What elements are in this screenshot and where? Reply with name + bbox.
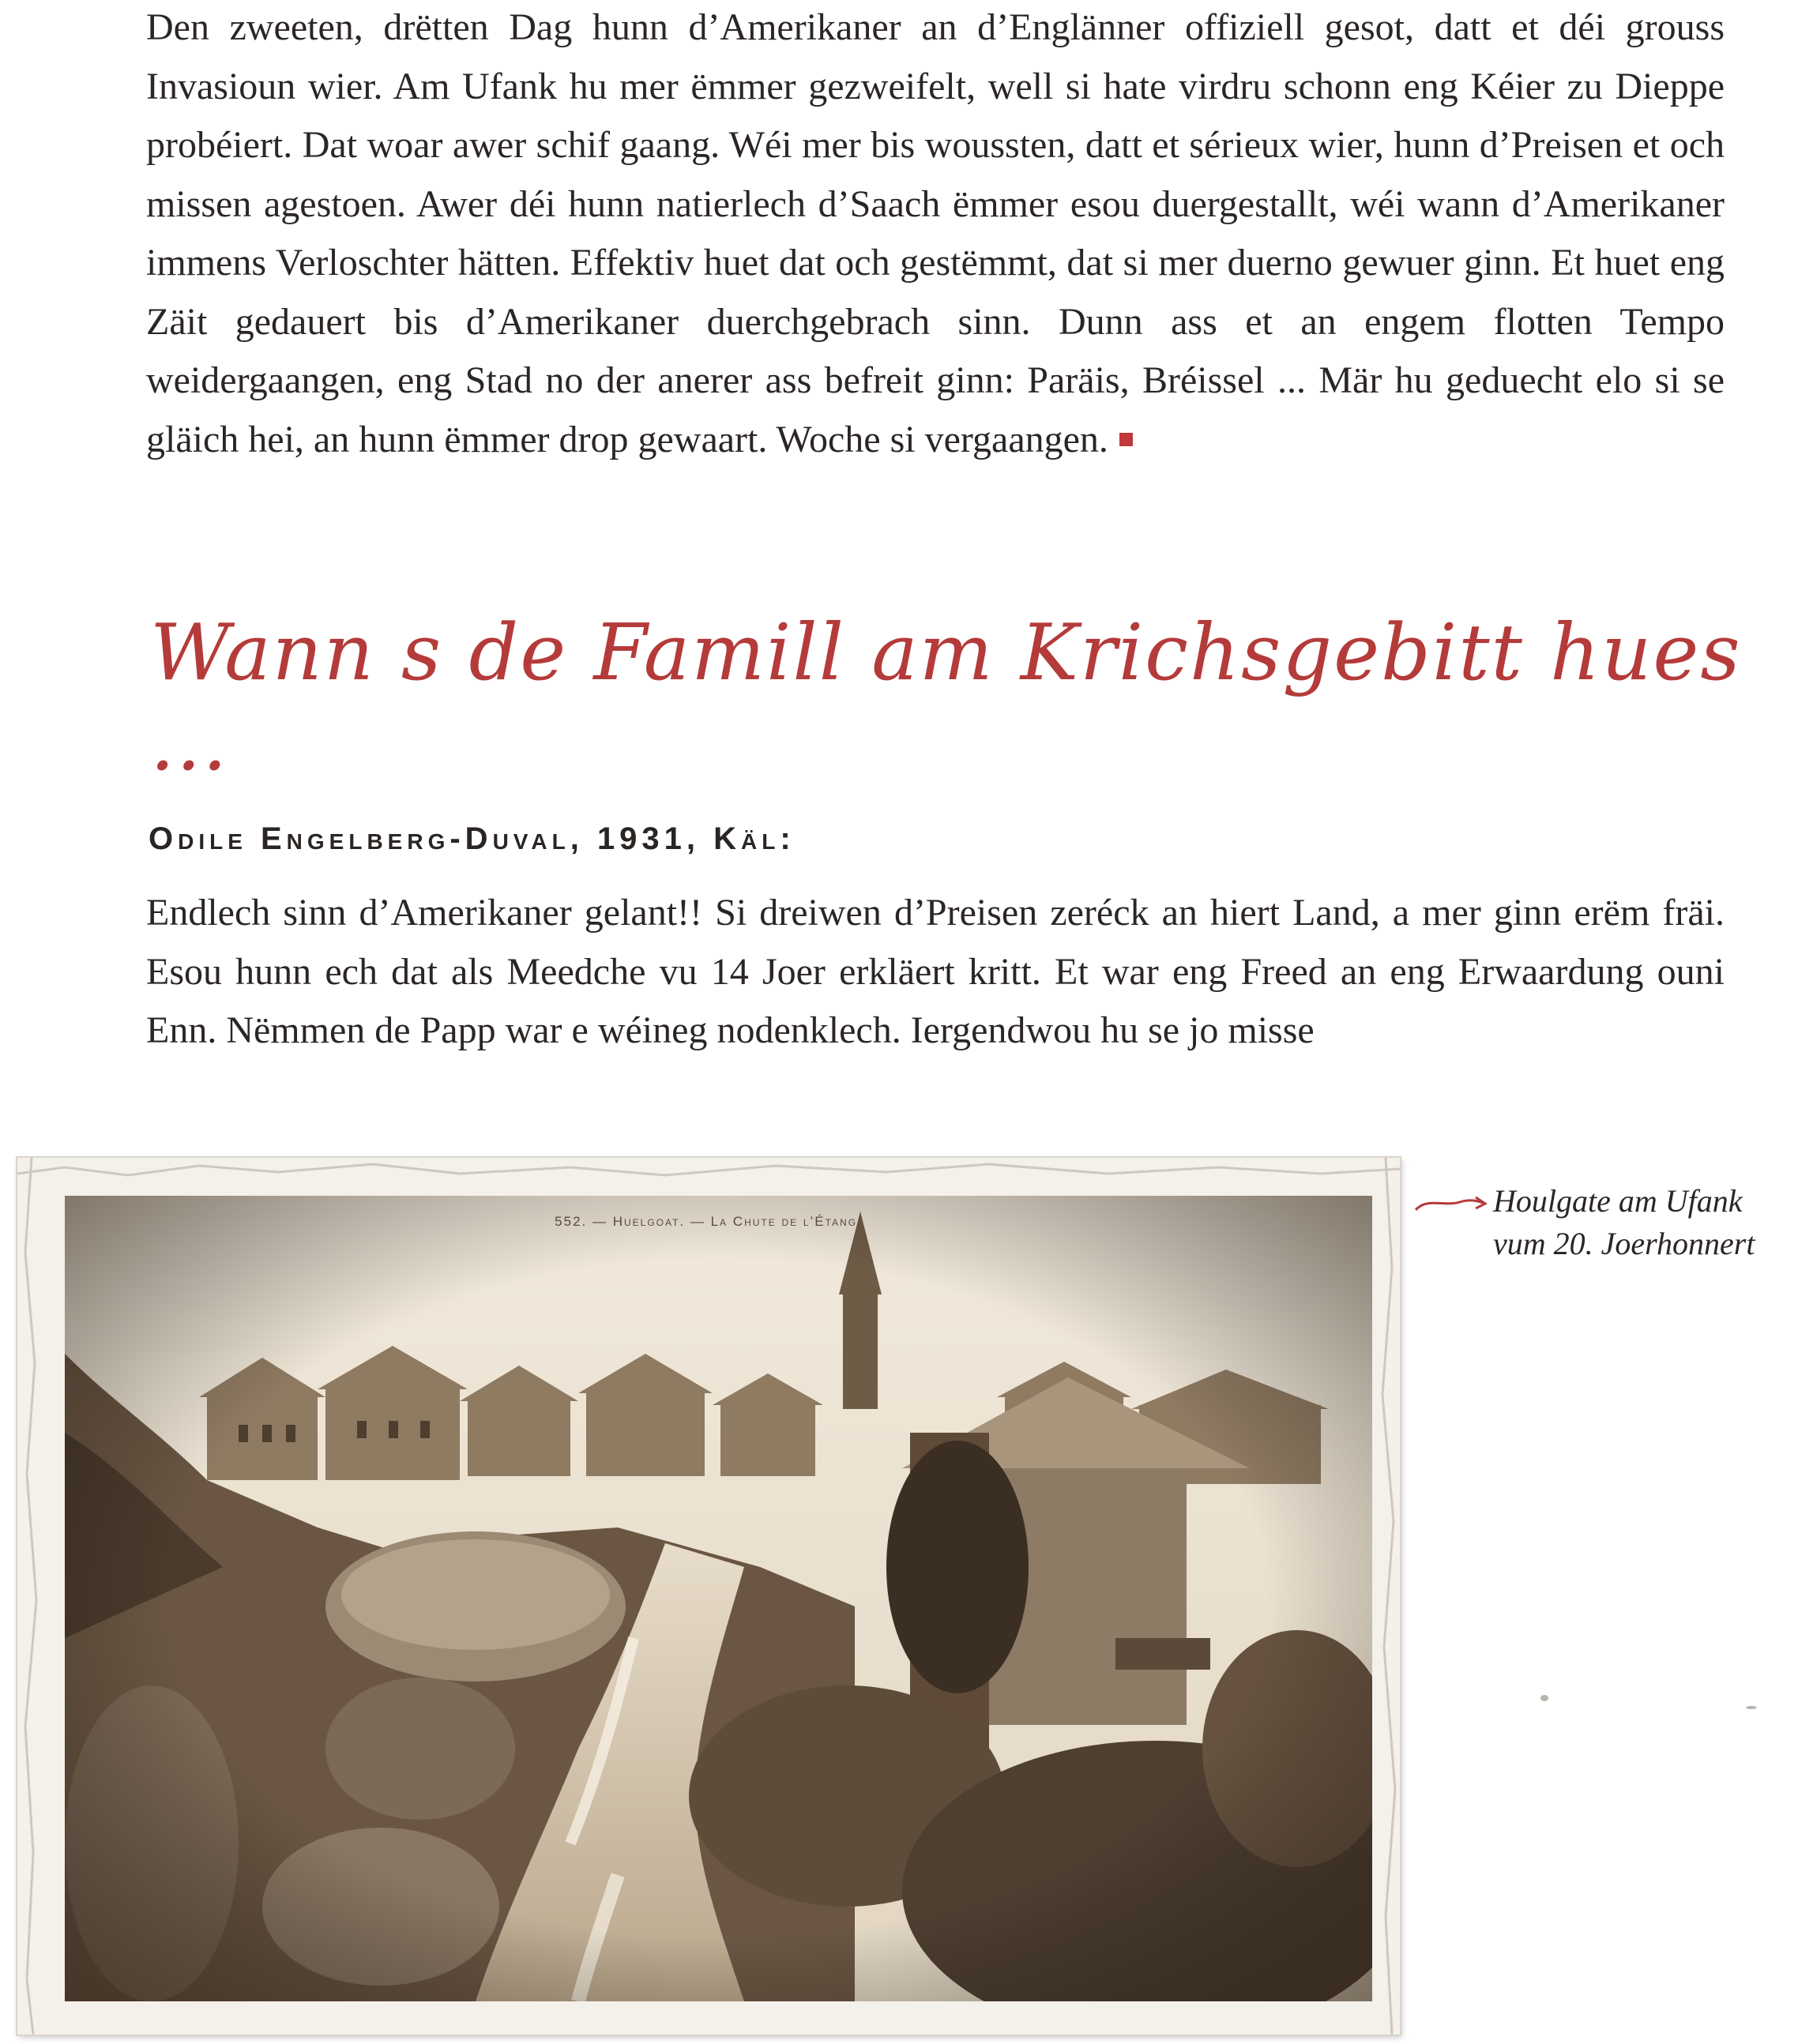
paragraph-1-text: Den zweeten, drëtten Dag hunn d’Amerikaner an d’Englänner offiziell gesot, datt et déi grouss Invasioun wier. Am Ufank hu mer ëmmer gezweifelt, well si hate virdru schonn eng Kéier zu Dieppe probéiert. Dat woar awer schif gaang. Wéi mer bis woussten, datt et sérieux wier, hunn d’Preisen et och missen agestoen. Awer déi hunn natierlech d’Saach ëmmer esou duergestallt, wéi wann d’Amerikaner immens Verloschter hätten. Effektiv huet dat och gestëmmt, dat si mer duerno gewuer ginn. Et huet eng Zäit gedauert bis d’Amerikaner duerchgebrach sinn. Dunn ass et an engem flotten Tempo weidergaangen, eng Stad no der anerer ass befreit ginn: Paräis, Bréissel ... Mär hu geduecht elo si se gläich hei, an hunn ëmmer drop gewaart. Woche si vergaangen. (146, 6, 1725, 460)
postcard-printed-label: 552. — Huelgoat. — La Chute de l’Étang. (555, 1214, 863, 1229)
author-line: Odile Engelberg-Duval, 1931, Käl: (149, 821, 796, 856)
end-of-article-marker (1119, 433, 1133, 446)
scan-speck (1746, 1706, 1757, 1709)
caption-line-1: Houlgate am Ufank (1493, 1183, 1743, 1219)
scan-speck (1540, 1695, 1548, 1701)
section-heading: Wann s de Famill am Krichsgebitt hues ... (150, 608, 1742, 788)
caption-line-2: vum 20. Joerhonnert (1493, 1226, 1755, 1261)
body-paragraph-1 (146, 0, 1725, 469)
sepia-photograph (65, 1196, 1372, 2001)
photo-caption (1493, 1180, 1755, 1265)
caption-swash-icon (1412, 1193, 1488, 1216)
body-paragraph-2: Endlech sinn d’Amerikaner gelant!! Si dreiwen d’Preisen zeréck an hiert Land, a mer ginn erëm fräi. Esou hunn ech dat als Meedche vu 14 Joer erkläert kritt. Et war eng Freed an eng Erwaardung ouni Enn. Nëmmen de Papp war e wéineg nodenklech. Iergendwou hu se jo misse (146, 892, 1725, 1051)
postcard-photo (17, 1158, 1400, 2035)
waterfall-village-image (65, 1196, 1372, 2001)
